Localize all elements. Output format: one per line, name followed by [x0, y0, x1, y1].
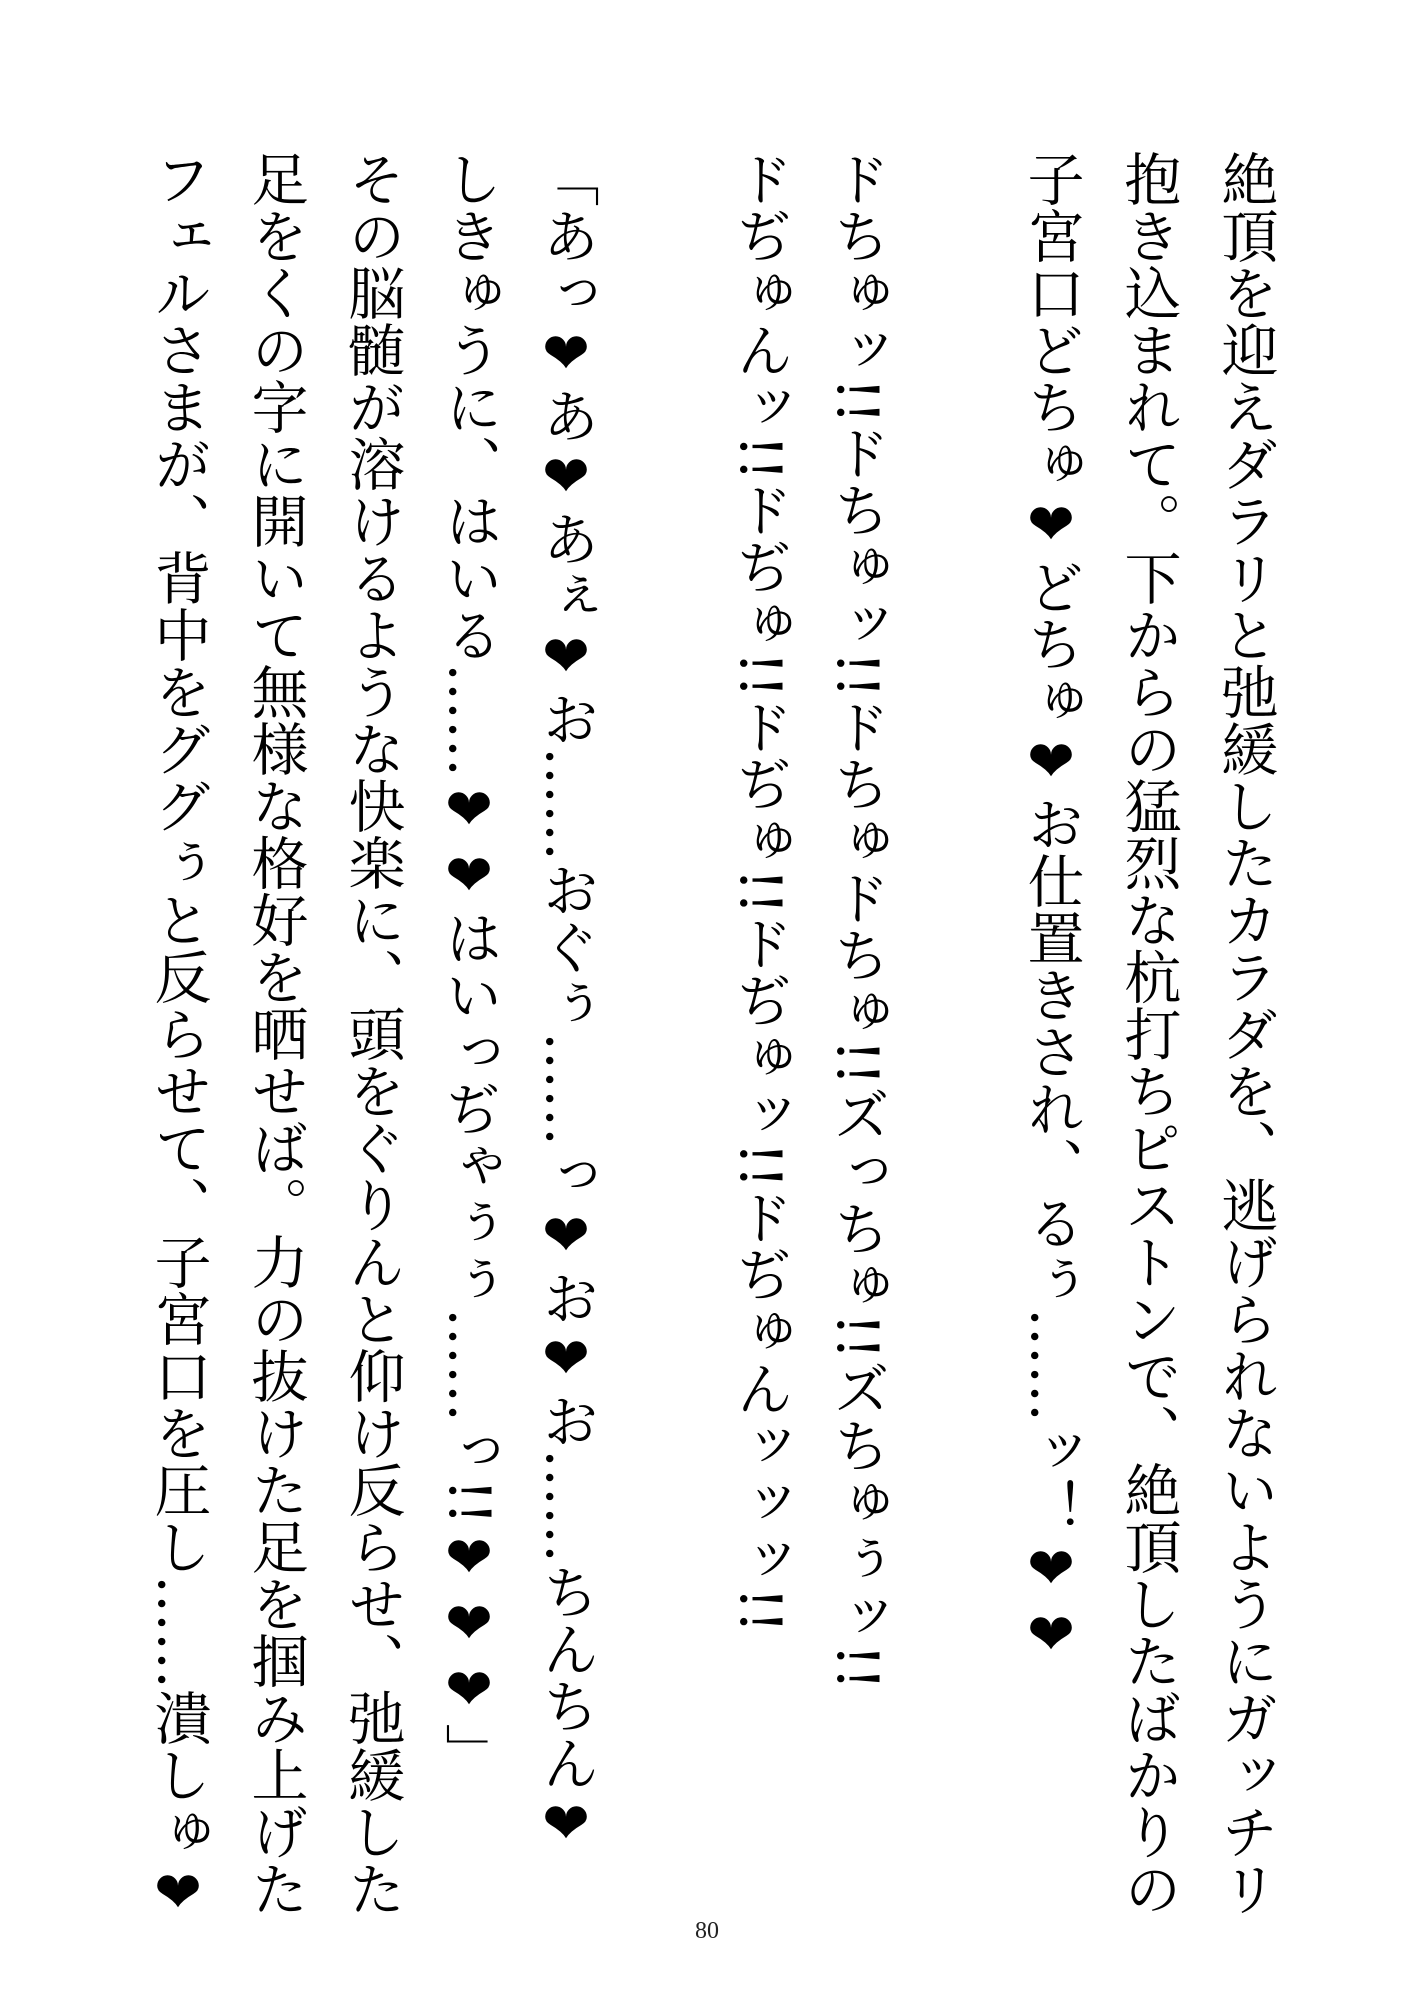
text-column-8: その脳髄が溶けるような快楽に、頭をぐりんと仰け反らせ、弛緩した: [339, 150, 405, 1917]
text-column-blank-2: [623, 150, 703, 1930]
text-column-1: 絶頂を迎えダラリと弛緩したカラダを、逃げられないようにガッチリ: [1212, 150, 1278, 1917]
text-column-9: 足をくの字に開いて無様な格好を晒せば。力の抜けた足を掴み上げた: [242, 150, 308, 1917]
text-column-10: フェルさまが、背中をググぅと反らせて、子宮口を圧し……潰しゅ❤: [145, 150, 211, 1926]
text-column-5: ドぢゅんッ!!ドぢゅ!!ドぢゅ!!ドぢゅッ!!ドぢゅんッッッ!!: [727, 150, 793, 1634]
text-column-blank-1: [914, 150, 994, 1930]
page-number: 80: [695, 1918, 719, 1944]
text-column-2: 抱き込まれて。下からの猛烈な杭打ちピストンで、絶頂したばかりの: [1115, 150, 1181, 1917]
text-column-7: しきゅうに、はいる……❤❤はいっぢゃぅぅ……っ!!❤❤❤」: [436, 150, 502, 1780]
text-column-6: 「あっ❤あ❤あぇ❤お……おぐぅ……っ❤お❤お……ちんちん❤: [533, 150, 599, 1857]
text-column-3: 子宮口どちゅ❤どちゅ❤お仕置きされ、るぅ……ッ！❤❤: [1018, 150, 1084, 1668]
text-column-4: ドちゅッ!!ドちゅッ!!ドちゅドちゅ!!ズっちゅ!!ズちゅぅッ!!: [824, 150, 890, 1691]
